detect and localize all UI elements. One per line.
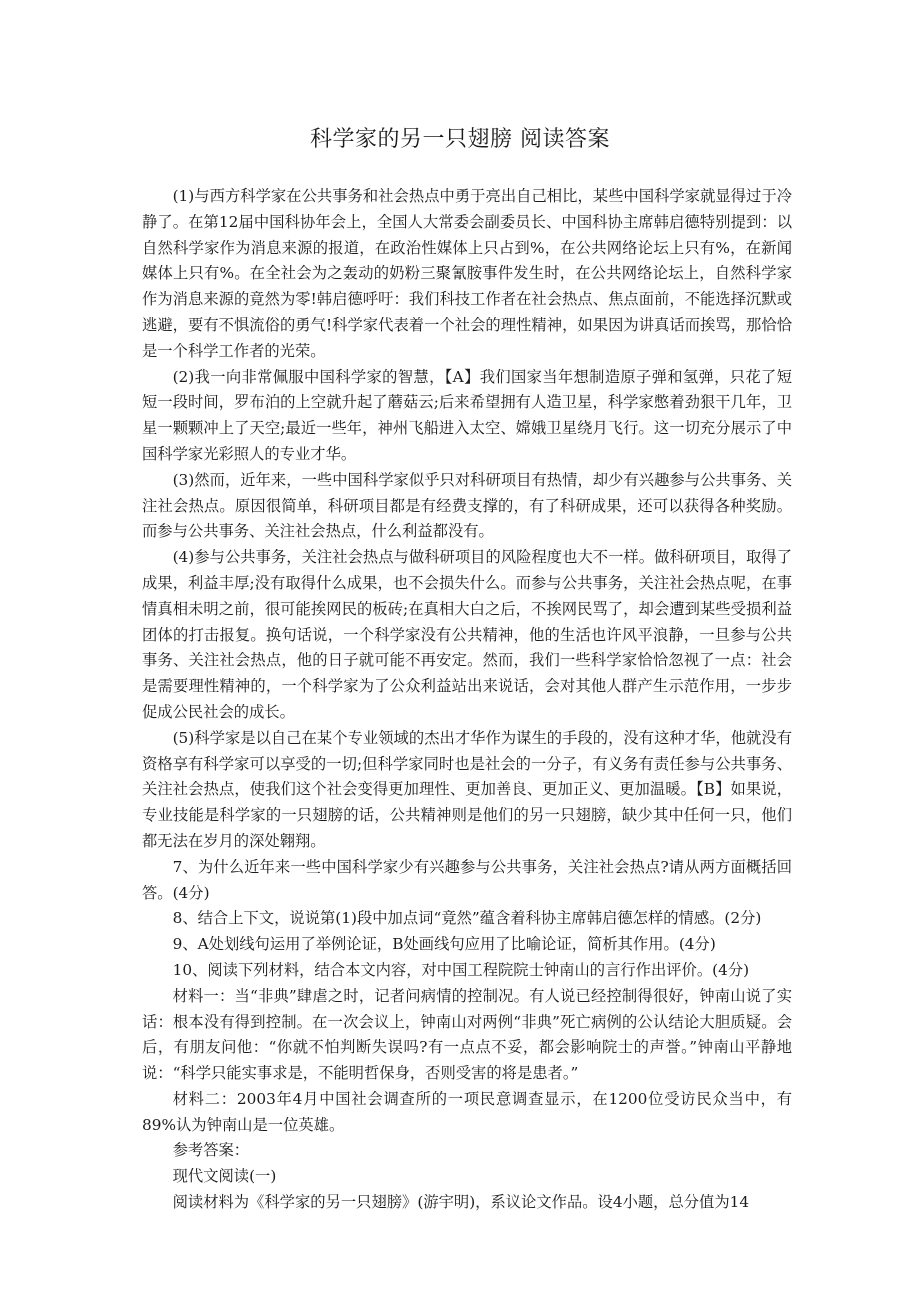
paragraph-5: (5)科学家是以自己在某个专业领域的杰出才华作为谋生的手段的，没有这种才华，他就没有资格享有科学家可以享受的一切;但科学家同时也是社会的一分子，有义务有责任参与公共事务、关注社会热点，使我们这个社会变得更加理性、更加善良、更加正义、更加温暖。【B】如果说，专业技能是科学家的一只翅膀的话，公共精神则是他们的另一只翅膀，缺少其中任何一只，他们都无法在岁月的深处翱翔。 xyxy=(142,728,792,850)
document-title: 科学家的另一只翅膀 阅读答案 xyxy=(310,127,610,152)
material-2: 材料二：2003年4月中国社会调查所的一项民意调查显示，在1200位受访民众当中，有89%认为钟南山是一位英雄。 xyxy=(142,1089,792,1134)
paragraph-3: (3)然而，近年来，一些中国科学家似乎只对科研项目有热情，却少有兴趣参与公共事务、关注社会热点。原因很简单，科研项目都是有经费支撑的，有了科研成果，还可以获得各种奖励。而参与公共事务、关注社会热点，什么利益都没有。 xyxy=(142,470,792,541)
paragraph-4: (4)参与公共事务，关注社会热点与做科研项目的风险程度也大不一样。做科研项目，取得了成果，利益丰厚;没有取得什么成果，也不会损失什么。而参与公共事务，关注社会热点呢，在事情真相未明之前，很可能挨网民的板砖;在真相大白之后，不挨网民骂了，却会遭到某些受损利益团体的打击报复。换句话说，一个科学家没有公共精神，他的生活也许风平浪静，一旦参与公共事务、关注社会热点，他的日子就可能不再安定。然而，我们一些科学家恰恰忽视了一点：社会是需要理性精神的，一个科学家为了公众利益站出来说话，会对其他人群产生示范作用，一步步促成公民社会的成长。 xyxy=(142,548,792,721)
paragraph-2: (2)我一向非常佩服中国科学家的智慧，【A】我们国家当年想制造原子弹和氢弹，只花了短短一段时间，罗布泊的上空就升起了蘑菇云;后来希望拥有人造卫星，科学家憋着劲狠干几年，卫星一颗颗冲上了天空;最近一些年，神州飞船进入太空、嫦娥卫星绕月飞行。这一切充分展示了中国科学家光彩照人的专业才华。 xyxy=(142,367,792,463)
question-7: 7、为什么近年来一些中国科学家少有兴趣参与公共事务，关注社会热点?请从两方面概括回答。(4分) xyxy=(142,857,792,902)
document-body xyxy=(142,184,792,1216)
answer-intro: 阅读材料为《科学家的另一只翅膀》(游宇明)，系议论文作品。设4小题，总分值为14 xyxy=(172,1193,750,1212)
answer-heading: 参考答案： xyxy=(172,1141,250,1160)
question-9: 9、A处划线句运用了举例论证，B处画线句应用了比喻论证，简析其作用。(4分) xyxy=(172,935,716,954)
question-10: 10、阅读下列材料，结合本文内容，对中国工程院院士钟南山的言行作出评价。(4分) xyxy=(172,960,750,979)
material-1: 材料一：当“非典”肆虐之时，记者问病情的控制况。有人说已经控制得很好，钟南山说了实话：根本没有得到控制。在一次会议上，钟南山对两例“非典”死亡病例的公认结论大胆质疑。会后，有朋友问他：“你就不怕判断失误吗?有一点点不妥，都会影响院士的声誉。”钟南山平静地说：“科学只能实事求是，不能明哲保身，否则受害的将是患者。” xyxy=(142,986,792,1083)
paragraph-1: (1)与西方科学家在公共事务和社会热点中勇于亮出自己相比，某些中国科学家就显得过于冷静了。在第12届中国科协年会上，全国人大常委会副委员长、中国科协主席韩启德特别提到：以自然科学家作为消息来源的报道，在政治性媒体上只占到%，在公共网络论坛上只有%，在新闻媒体上只有%。在全社会为之轰动的奶粉三聚氰胺事件发生时，在公共网络论坛上，自然科学家作为消息来源的竟然为零!韩启德呼吁：我们科技工作者在社会热点、焦点面前，不能选择沉默或逃避，要有不惧流俗的勇气!科学家代表着一个社会的理性精神，如果因为讲真话而挨骂，那恰恰是一个科学工作者的光荣。 xyxy=(142,187,792,360)
question-8: 8、结合上下文，说说第(1)段中加点词“竟然”蕴含着科协主席韩启德怎样的情感。(2分) xyxy=(172,909,762,928)
section-heading: 现代文阅读(一) xyxy=(172,1167,277,1186)
